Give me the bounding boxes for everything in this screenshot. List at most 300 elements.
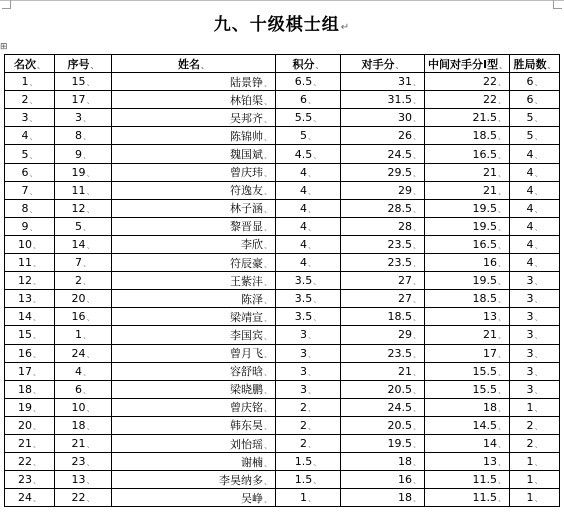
cell-end-mark-icon: 、 xyxy=(498,421,506,431)
cell-value: 1 xyxy=(526,491,534,505)
cell-wins[interactable] xyxy=(510,362,560,380)
cell-end-mark-icon: 、 xyxy=(413,295,421,305)
table-row xyxy=(5,434,560,452)
cell-opponent-score[interactable] xyxy=(341,290,425,308)
cell-seed[interactable] xyxy=(55,308,112,326)
cell-name[interactable] xyxy=(112,235,276,253)
cell-median-buchholz[interactable] xyxy=(425,254,510,272)
cell-points[interactable] xyxy=(276,380,341,398)
cell-seed[interactable] xyxy=(55,326,112,344)
cell-value: 11.5 xyxy=(472,473,497,487)
cell-end-mark-icon: 、 xyxy=(29,222,38,232)
cell-value: 21 xyxy=(483,328,497,342)
cell-value: 23.5 xyxy=(387,237,412,251)
cell-value: 18 xyxy=(18,382,32,396)
cell-seed[interactable] xyxy=(55,398,112,416)
cell-rank[interactable] xyxy=(5,380,55,398)
cell-seed[interactable] xyxy=(55,109,112,127)
cell-value: 13 xyxy=(71,473,86,487)
cell-median-buchholz[interactable] xyxy=(425,73,510,91)
cell-value: 陈锦帅 xyxy=(230,129,263,143)
cell-end-mark-icon: 、 xyxy=(86,240,95,250)
cell-value: 李欣 xyxy=(241,238,263,252)
column-header-label: 中间对手分Ⅰ型 xyxy=(428,57,499,71)
cell-value: 4 xyxy=(300,256,307,270)
cell-end-mark-icon: 、 xyxy=(308,186,316,196)
cell-value: 31.5 xyxy=(387,93,412,107)
cell-value: 李国宾 xyxy=(230,328,263,342)
cell-median-buchholz[interactable] xyxy=(425,398,510,416)
cell-opponent-score[interactable] xyxy=(341,127,425,145)
cell-end-mark-icon: 、 xyxy=(498,150,506,160)
cell-value: 吴峥 xyxy=(241,491,263,505)
cell-rank[interactable] xyxy=(5,471,55,489)
cell-end-mark-icon: 、 xyxy=(201,60,209,70)
cell-median-buchholz[interactable] xyxy=(425,272,510,290)
cell-rank[interactable] xyxy=(5,344,55,362)
cell-value: 13 xyxy=(483,310,497,324)
cell-median-buchholz[interactable] xyxy=(425,489,510,507)
cell-end-mark-icon: 、 xyxy=(498,186,506,196)
cell-rank[interactable] xyxy=(5,254,55,272)
cell-wins[interactable] xyxy=(510,471,560,489)
cell-value: 19 xyxy=(71,165,86,179)
cell-end-mark-icon: 、 xyxy=(313,295,322,305)
cell-opponent-score[interactable] xyxy=(341,272,425,290)
cell-name[interactable] xyxy=(112,380,276,398)
cell-value: 4 xyxy=(526,147,534,161)
cell-name[interactable] xyxy=(112,326,276,344)
cell-seed[interactable] xyxy=(55,199,112,217)
cell-name[interactable] xyxy=(112,254,276,272)
cell-median-buchholz[interactable] xyxy=(425,344,510,362)
cell-opponent-score[interactable] xyxy=(341,362,425,380)
cell-name[interactable] xyxy=(112,308,276,326)
cell-seed[interactable] xyxy=(55,362,112,380)
cell-value: 1 xyxy=(526,455,534,469)
cell-value: 28.5 xyxy=(387,201,412,215)
cell-points[interactable] xyxy=(276,109,341,127)
cell-wins[interactable] xyxy=(510,91,560,109)
cell-value: 4.5 xyxy=(294,147,313,161)
cell-opponent-score[interactable] xyxy=(341,308,425,326)
cell-seed[interactable] xyxy=(55,91,112,109)
cell-rank[interactable] xyxy=(5,398,55,416)
cell-end-mark-icon: 、 xyxy=(498,403,506,413)
cell-seed[interactable] xyxy=(55,73,112,91)
cell-seed[interactable] xyxy=(55,254,112,272)
cell-wins[interactable] xyxy=(510,272,560,290)
cell-end-mark-icon: 、 xyxy=(534,186,543,196)
cell-seed[interactable] xyxy=(55,416,112,434)
table-row xyxy=(5,181,560,199)
cell-median-buchholz[interactable] xyxy=(425,163,510,181)
cell-value: 5 xyxy=(526,129,534,143)
cell-name[interactable] xyxy=(112,272,276,290)
cell-value: 4 xyxy=(300,237,307,251)
table-row xyxy=(5,308,560,326)
cell-end-mark-icon: 、 xyxy=(498,96,506,106)
table-row xyxy=(5,453,560,471)
cell-end-mark-icon: 、 xyxy=(264,114,272,124)
cell-wins[interactable] xyxy=(510,73,560,91)
cell-opponent-score[interactable] xyxy=(341,344,425,362)
cell-end-mark-icon: 、 xyxy=(86,494,95,504)
cell-value: 5 xyxy=(526,111,534,125)
cell-wins[interactable] xyxy=(510,453,560,471)
cell-end-mark-icon: 、 xyxy=(264,350,272,360)
cell-end-mark-icon: 、 xyxy=(308,440,316,450)
cell-name[interactable] xyxy=(112,73,276,91)
cell-seed[interactable] xyxy=(55,453,112,471)
cell-rank[interactable] xyxy=(5,434,55,452)
cell-end-mark-icon: 、 xyxy=(498,114,506,124)
cell-value: 19.5 xyxy=(472,219,497,233)
column-header-label: 序号 xyxy=(67,57,90,71)
cell-end-mark-icon: 、 xyxy=(33,367,41,377)
cell-opponent-score[interactable] xyxy=(341,73,425,91)
cell-points[interactable] xyxy=(276,471,341,489)
cell-end-mark-icon: 、 xyxy=(534,403,543,413)
cell-wins[interactable] xyxy=(510,380,560,398)
cell-name[interactable] xyxy=(112,91,276,109)
cell-value: 16 xyxy=(71,310,86,324)
cell-rank[interactable] xyxy=(5,326,55,344)
cell-wins[interactable] xyxy=(510,163,560,181)
cell-value: 6 xyxy=(526,93,534,107)
cell-name[interactable] xyxy=(112,362,276,380)
cell-end-mark-icon: 、 xyxy=(86,168,95,178)
cell-end-mark-icon: 、 xyxy=(83,222,91,232)
cell-wins[interactable] xyxy=(510,308,560,326)
cell-median-buchholz[interactable] xyxy=(425,362,510,380)
cell-seed[interactable] xyxy=(55,290,112,308)
cell-end-mark-icon: 、 xyxy=(29,186,38,196)
cell-opponent-score[interactable] xyxy=(341,434,425,452)
cell-rank[interactable] xyxy=(5,416,55,434)
cell-end-mark-icon: 、 xyxy=(33,277,41,287)
table-row xyxy=(5,344,560,362)
cell-opponent-score[interactable] xyxy=(341,254,425,272)
cell-value: 梁靖宣 xyxy=(230,310,263,324)
cell-name[interactable] xyxy=(112,127,276,145)
cell-seed[interactable] xyxy=(55,380,112,398)
cell-name[interactable] xyxy=(112,290,276,308)
cell-value: 3 xyxy=(526,310,534,324)
cell-median-buchholz[interactable] xyxy=(425,109,510,127)
cell-value: 28 xyxy=(398,219,412,233)
table-move-handle-icon[interactable]: ⊞ xyxy=(0,42,8,52)
table-row xyxy=(5,254,560,272)
cell-opponent-score[interactable] xyxy=(341,163,425,181)
cell-value: 14 xyxy=(71,237,86,251)
cell-end-mark-icon: 、 xyxy=(308,132,316,142)
cell-points[interactable] xyxy=(276,163,341,181)
cell-end-mark-icon: 、 xyxy=(534,114,543,124)
cell-median-buchholz[interactable] xyxy=(425,308,510,326)
cell-end-mark-icon: 、 xyxy=(534,476,543,486)
cell-end-mark-icon: 、 xyxy=(29,204,38,214)
cell-name[interactable] xyxy=(112,471,276,489)
cell-end-mark-icon: 、 xyxy=(308,204,316,214)
cell-value: 3 xyxy=(526,346,534,360)
cell-value: 16.5 xyxy=(472,237,497,251)
cell-opponent-score[interactable] xyxy=(341,181,425,199)
cell-rank[interactable] xyxy=(5,362,55,380)
cell-opponent-score[interactable] xyxy=(341,398,425,416)
cell-end-mark-icon: 、 xyxy=(498,458,506,468)
cell-name[interactable] xyxy=(112,199,276,217)
cell-median-buchholz[interactable] xyxy=(425,217,510,235)
cell-end-mark-icon: 、 xyxy=(413,168,421,178)
cell-name[interactable] xyxy=(112,344,276,362)
cell-points[interactable] xyxy=(276,308,341,326)
cell-rank[interactable] xyxy=(5,127,55,145)
cell-value: 4 xyxy=(526,219,534,233)
table-row xyxy=(5,73,560,91)
cell-median-buchholz[interactable] xyxy=(425,145,510,163)
cell-opponent-score[interactable] xyxy=(341,489,425,507)
cell-wins[interactable] xyxy=(510,217,560,235)
cell-opponent-score[interactable] xyxy=(341,109,425,127)
cell-rank[interactable] xyxy=(5,163,55,181)
cell-wins[interactable] xyxy=(510,326,560,344)
cell-value: 3 xyxy=(300,346,307,360)
cell-end-mark-icon: 、 xyxy=(264,132,272,142)
cell-end-mark-icon: 、 xyxy=(264,78,272,88)
cell-value: 谢楠 xyxy=(241,455,263,469)
cell-value: 19.5 xyxy=(472,274,497,288)
cell-points[interactable] xyxy=(276,73,341,91)
cell-opponent-score[interactable] xyxy=(341,217,425,235)
cell-value: 23 xyxy=(71,455,86,469)
cell-name[interactable] xyxy=(112,398,276,416)
cell-seed[interactable] xyxy=(55,235,112,253)
cell-rank[interactable] xyxy=(5,199,55,217)
cell-wins[interactable] xyxy=(510,181,560,199)
cell-rank[interactable] xyxy=(5,290,55,308)
cell-median-buchholz[interactable] xyxy=(425,91,510,109)
cell-end-mark-icon: 、 xyxy=(498,494,506,504)
cell-end-mark-icon: 、 xyxy=(86,78,95,88)
cell-points[interactable] xyxy=(276,91,341,109)
cell-rank[interactable] xyxy=(5,145,55,163)
cell-points[interactable] xyxy=(276,199,341,217)
cell-name[interactable] xyxy=(112,163,276,181)
column-header-label: 名次 xyxy=(14,57,36,71)
cell-wins[interactable] xyxy=(510,398,560,416)
cell-opponent-score[interactable] xyxy=(341,471,425,489)
table-row xyxy=(5,127,560,145)
cell-seed[interactable] xyxy=(55,163,112,181)
cell-value: 林子涵 xyxy=(230,202,263,216)
cell-seed[interactable] xyxy=(55,434,112,452)
cell-name[interactable] xyxy=(112,489,276,507)
cell-opponent-score[interactable] xyxy=(341,453,425,471)
cell-value: 23.5 xyxy=(387,346,412,360)
cell-value: 4 xyxy=(526,237,534,251)
cell-opponent-score[interactable] xyxy=(341,416,425,434)
cell-seed[interactable] xyxy=(55,127,112,145)
cell-points[interactable] xyxy=(276,254,341,272)
cell-end-mark-icon: 、 xyxy=(264,259,272,269)
cell-seed[interactable] xyxy=(55,217,112,235)
cell-median-buchholz[interactable] xyxy=(425,380,510,398)
cell-end-mark-icon: 、 xyxy=(86,349,95,359)
cell-end-mark-icon: 、 xyxy=(264,295,272,305)
cell-rank[interactable] xyxy=(5,217,55,235)
cell-value: 12 xyxy=(71,201,86,215)
cell-value: 23.5 xyxy=(387,256,412,270)
cell-rank[interactable] xyxy=(5,181,55,199)
cell-value: 21 xyxy=(483,183,497,197)
cell-end-mark-icon: 、 xyxy=(413,403,421,413)
table-row xyxy=(5,109,560,127)
cell-points[interactable] xyxy=(276,326,341,344)
cell-points[interactable] xyxy=(276,416,341,434)
cell-name[interactable] xyxy=(112,217,276,235)
cell-median-buchholz[interactable] xyxy=(425,471,510,489)
cell-end-mark-icon: 、 xyxy=(498,295,506,305)
cell-end-mark-icon: 、 xyxy=(90,60,99,70)
cell-wins[interactable] xyxy=(510,489,560,507)
cell-points[interactable] xyxy=(276,489,341,507)
cell-value: 16 xyxy=(483,256,497,270)
cell-end-mark-icon: 、 xyxy=(313,150,322,160)
cell-points[interactable] xyxy=(276,145,341,163)
cell-points[interactable] xyxy=(276,453,341,471)
cell-value: 29 xyxy=(398,328,412,342)
cell-wins[interactable] xyxy=(510,344,560,362)
cell-value: 1.5 xyxy=(294,455,313,469)
cell-opponent-score[interactable] xyxy=(341,91,425,109)
page-title: 九、十级棋士组↵ xyxy=(213,15,351,35)
cell-end-mark-icon: 、 xyxy=(264,205,272,215)
cell-median-buchholz[interactable] xyxy=(425,127,510,145)
cell-median-buchholz[interactable] xyxy=(425,290,510,308)
cell-median-buchholz[interactable] xyxy=(425,416,510,434)
cell-value: 3 xyxy=(526,328,534,342)
cell-points[interactable] xyxy=(276,235,341,253)
cell-wins[interactable] xyxy=(510,290,560,308)
cell-end-mark-icon: 、 xyxy=(413,96,421,106)
cell-rank[interactable] xyxy=(5,109,55,127)
cell-name[interactable] xyxy=(112,453,276,471)
cell-value: 16 xyxy=(398,473,412,487)
cell-points[interactable] xyxy=(276,272,341,290)
cell-value: 3 xyxy=(526,382,534,396)
cell-median-buchholz[interactable] xyxy=(425,181,510,199)
cell-end-mark-icon: 、 xyxy=(264,440,272,450)
cell-end-mark-icon: 、 xyxy=(86,96,95,106)
cell-rank[interactable] xyxy=(5,489,55,507)
cell-median-buchholz[interactable] xyxy=(425,453,510,471)
cell-value: 容舒晗 xyxy=(230,365,263,379)
cell-opponent-score[interactable] xyxy=(341,145,425,163)
cell-points[interactable] xyxy=(276,217,341,235)
cell-wins[interactable] xyxy=(510,254,560,272)
cell-value: 26 xyxy=(398,129,412,143)
cell-points[interactable] xyxy=(276,398,341,416)
column-header-label: 姓名 xyxy=(178,57,200,71)
cell-end-mark-icon: 、 xyxy=(413,313,421,323)
cell-seed[interactable] xyxy=(55,181,112,199)
cell-points[interactable] xyxy=(276,127,341,145)
cell-wins[interactable] xyxy=(510,145,560,163)
cell-name[interactable] xyxy=(112,181,276,199)
cell-points[interactable] xyxy=(276,362,341,380)
cell-rank[interactable] xyxy=(5,453,55,471)
cell-end-mark-icon: 、 xyxy=(413,240,421,250)
cell-name[interactable] xyxy=(112,434,276,452)
cell-wins[interactable] xyxy=(510,109,560,127)
cell-value: 3 xyxy=(300,382,307,396)
cell-value: 18 xyxy=(398,491,412,505)
cell-points[interactable] xyxy=(276,181,341,199)
cell-end-mark-icon: 、 xyxy=(83,150,91,160)
cell-seed[interactable] xyxy=(55,489,112,507)
cell-end-mark-icon: 、 xyxy=(534,458,543,468)
cell-end-mark-icon: 、 xyxy=(534,96,543,106)
cell-value: 1 xyxy=(21,75,29,89)
cell-end-mark-icon: 、 xyxy=(313,313,322,323)
cell-seed[interactable] xyxy=(55,344,112,362)
cell-opponent-score[interactable] xyxy=(341,235,425,253)
cell-rank[interactable] xyxy=(5,73,55,91)
cell-end-mark-icon: 、 xyxy=(313,114,322,124)
cell-opponent-score[interactable] xyxy=(341,199,425,217)
cell-wins[interactable] xyxy=(510,416,560,434)
cell-median-buchholz[interactable] xyxy=(425,235,510,253)
cell-value: 6 xyxy=(21,165,29,179)
cell-rank[interactable] xyxy=(5,91,55,109)
cell-end-mark-icon: 、 xyxy=(308,385,316,395)
cell-wins[interactable] xyxy=(510,434,560,452)
cell-value: 11 xyxy=(18,256,32,270)
cell-end-mark-icon: 、 xyxy=(83,331,91,341)
cell-rank[interactable] xyxy=(5,308,55,326)
cell-median-buchholz[interactable] xyxy=(425,199,510,217)
cell-seed[interactable] xyxy=(55,145,112,163)
cell-end-mark-icon: 、 xyxy=(33,240,41,250)
cell-seed[interactable] xyxy=(55,471,112,489)
cell-points[interactable] xyxy=(276,344,341,362)
cell-end-mark-icon: 、 xyxy=(313,476,322,486)
cell-name[interactable] xyxy=(112,416,276,434)
cell-points[interactable] xyxy=(276,434,341,452)
cell-end-mark-icon: 、 xyxy=(534,277,543,287)
cell-wins[interactable] xyxy=(510,199,560,217)
cell-median-buchholz[interactable] xyxy=(425,326,510,344)
cell-wins[interactable] xyxy=(510,235,560,253)
paragraph-mark-icon: ↵ xyxy=(340,22,351,33)
cell-end-mark-icon: 、 xyxy=(534,367,543,377)
cell-points[interactable] xyxy=(276,290,341,308)
cell-end-mark-icon: 、 xyxy=(534,204,543,214)
cell-wins[interactable] xyxy=(510,127,560,145)
cell-name[interactable] xyxy=(112,145,276,163)
cell-seed[interactable] xyxy=(55,272,112,290)
cell-name[interactable] xyxy=(112,109,276,127)
cell-opponent-score[interactable] xyxy=(341,326,425,344)
cell-rank[interactable] xyxy=(5,272,55,290)
cell-end-mark-icon: 、 xyxy=(413,494,421,504)
table-row xyxy=(5,398,560,416)
cell-rank[interactable] xyxy=(5,235,55,253)
cell-opponent-score[interactable] xyxy=(341,380,425,398)
cell-end-mark-icon: 、 xyxy=(264,331,272,341)
cell-median-buchholz[interactable] xyxy=(425,434,510,452)
